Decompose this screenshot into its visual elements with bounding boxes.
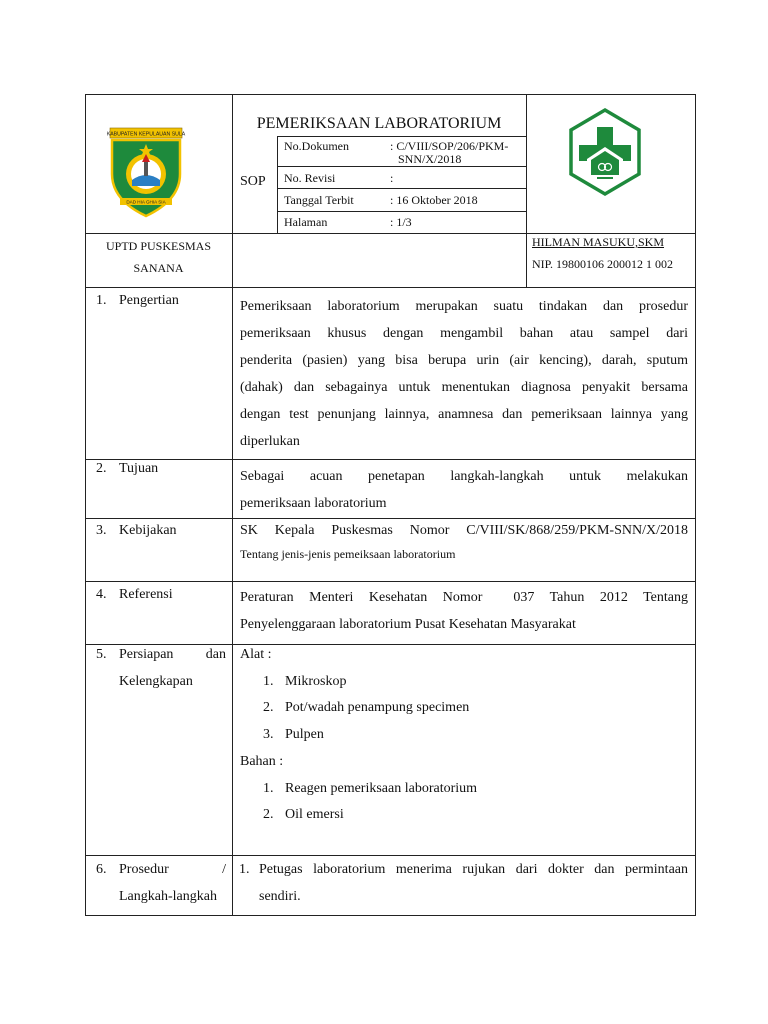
alat-item: Pulpen — [285, 727, 324, 742]
pengertian-line: pemeriksaan khusus dengan mengambil bahan atau sampel dari — [240, 326, 688, 341]
section-label-pengertian: Pengertian — [119, 293, 179, 308]
bahan-item-number: 1. — [263, 781, 274, 796]
section-number-persiapan: 5. — [96, 647, 107, 662]
svg-text:DAD HIA GHIA SIA: DAD HIA GHIA SIA — [126, 199, 166, 205]
section-label-kebijakan: Kebijakan — [119, 523, 177, 538]
bahan-item: Reagen pemeriksaan laboratorium — [285, 781, 478, 796]
kebijakan-line: SK Kepala Puskesmas Nomor C/VIII/SK/868/259/PKM-SNN/X/2018 — [240, 523, 688, 538]
pengertian-line: diperlukan — [240, 434, 300, 449]
regency-crest-logo — [106, 126, 186, 218]
bahan-item-number: 2. — [263, 807, 274, 822]
field-value-no-revisi: : — [390, 171, 394, 185]
signer-name: HILMAN MASUKU,SKM — [532, 235, 665, 249]
section-number-pengertian: 1. — [96, 293, 107, 308]
section-number-tujuan: 2. — [96, 461, 107, 476]
pengertian-line: penderita (pasien) yang bisa berupa urin (air kencing), darah, sputum — [240, 353, 688, 368]
organization-line-1: UPTD PUSKESMAS — [105, 239, 212, 253]
svg-text:KABUPATEN KEPULAUAN SULA: KABUPATEN KEPULAUAN SULA — [106, 131, 186, 138]
document-title: PEMERIKSAAN LABORATORIUM — [256, 115, 502, 132]
referensi-line: Peraturan Menteri Kesehatan Nomor 037 Tahun 2012 Tentang — [240, 590, 688, 605]
tujuan-line: Sebagai acuan penetapan langkah-langkah untuk melakukan — [240, 469, 688, 484]
organization-name — [85, 235, 232, 279]
alat-item-number: 1. — [263, 674, 274, 689]
sop-label: SOP — [240, 174, 266, 189]
bahan-item: Oil emersi — [285, 807, 344, 822]
prosedur-step-number: 1. — [239, 862, 250, 877]
pengertian-line: (dahak) dan sebagainya untuk menentukan diagnosa penyakit bersama — [240, 380, 688, 395]
field-label-halaman: Halaman — [284, 215, 328, 229]
section-label-prosedur: Prosedur / — [119, 862, 226, 877]
field-value-no-dokumen-2: SNN/X/2018 — [398, 152, 462, 166]
section-label-tujuan: Tujuan — [119, 461, 159, 476]
section-number-prosedur: 6. — [96, 862, 107, 877]
field-label-no-dokumen: No.Dokumen — [284, 139, 349, 153]
alat-heading: Alat : — [240, 647, 272, 662]
organization-line-2: SANANA — [133, 261, 184, 275]
tujuan-line: pemeriksaan laboratorium — [240, 496, 387, 511]
field-label-no-revisi: No. Revisi — [284, 171, 336, 185]
field-value-halaman: : 1/3 — [390, 215, 412, 229]
alat-item-number: 2. — [263, 700, 274, 715]
pengertian-line: dengan test penunjang lainnya, anamnesa dan pemeriksaan lainnya yang — [240, 407, 688, 422]
pengertian-line: Pemeriksaan laboratorium merupakan suatu tindakan dan prosedur — [240, 299, 688, 314]
section-number-referensi: 4. — [96, 587, 107, 602]
alat-item: Pot/wadah penampung specimen — [285, 700, 470, 715]
section-label-persiapan: Persiapan dan — [119, 647, 226, 662]
kebijakan-line: Tentang jenis-jenis pemeiksaan laboratorium — [240, 547, 456, 561]
prosedur-step-line: Petugas laboratorium menerima rujukan dari dokter dan permintaan — [259, 862, 688, 877]
field-value-no-dokumen-1: : C/VIII/SOP/206/PKM- — [390, 139, 509, 153]
field-label-tanggal-terbit: Tanggal Terbit — [284, 193, 354, 207]
referensi-line: Penyelenggaraan laboratorium Pusat Kesehatan Masyarakat — [240, 617, 576, 632]
section-label-referensi: Referensi — [119, 587, 173, 602]
section-label-prosedur-2: Langkah-langkah — [119, 889, 217, 904]
prosedur-step-line: sendiri. — [259, 889, 301, 904]
alat-item: Mikroskop — [285, 674, 347, 689]
section-label-persiapan-2: Kelengkapan — [119, 674, 193, 689]
section-number-kebijakan: 3. — [96, 523, 107, 538]
signer-nip: NIP. 19800106 200012 1 002 — [532, 257, 674, 271]
bahan-heading: Bahan : — [240, 754, 284, 769]
puskesmas-logo — [567, 107, 643, 197]
field-value-tanggal-terbit: : 16 Oktober 2018 — [390, 193, 478, 207]
alat-item-number: 3. — [263, 727, 274, 742]
